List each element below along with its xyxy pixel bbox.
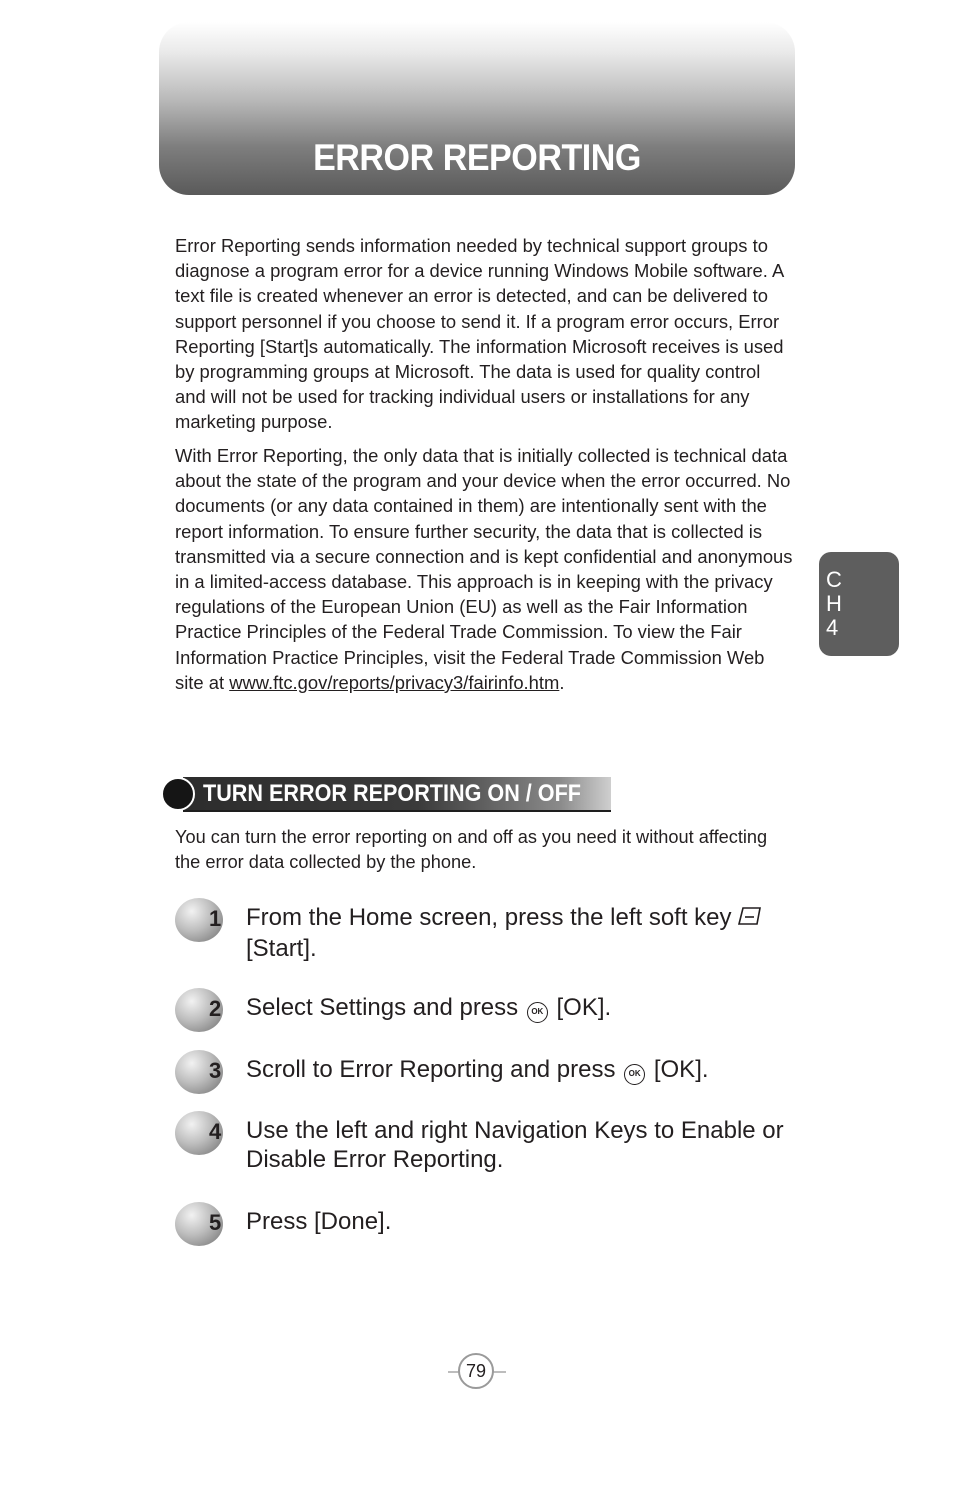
chapter-letter: C: [826, 567, 842, 592]
step-number: 3: [209, 1058, 222, 1083]
section-title: TURN ERROR REPORTING ON / OFF: [203, 780, 581, 807]
intro-paragraph-1: Error Reporting sends information needed by technical support groups to diagnose a program error for a device running Windows Mobile software. A text file is created whenever an error is detected, and can be delivered to support personnel if you choose to send it. If a program error occurs, Error Reporting [Start]s automatically. The information Microsoft receives is used by programming groups at Microsoft. The data is used for quality control and will not be used for tracking individual users or installations for any marketing purpose.: [175, 235, 784, 433]
chapter-tab-label: [826, 568, 846, 640]
step-text-b: [OK].: [556, 994, 612, 1021]
step-badge: [175, 988, 231, 1036]
step-number: 4: [209, 1119, 222, 1144]
link-suffix: .: [559, 671, 565, 693]
page-title: ERROR REPORTING: [313, 137, 641, 178]
chapter-letter: 4: [826, 615, 839, 640]
page-number: 79: [465, 1361, 487, 1381]
step-badge: [175, 1050, 231, 1098]
step-badge: [175, 1202, 231, 1250]
step-badge: [175, 1111, 231, 1159]
step-text-b: [Start].: [246, 935, 317, 962]
step-badge: [175, 898, 231, 946]
ftc-link[interactable]: www.ftc.gov/reports/privacy3/fairinfo.htm: [229, 671, 560, 693]
ok-key-icon: OK: [527, 1002, 548, 1023]
step-text: [246, 1055, 806, 1085]
section-header: [161, 777, 611, 812]
step-text-a: From the Home screen, press the left soft key: [246, 904, 732, 931]
section-bullet-icon: [161, 777, 195, 811]
step-text-a: Select Settings and press: [246, 994, 519, 1021]
chapter-letter: H: [826, 591, 842, 616]
paragraph-2-text: With Error Reporting, the only data that is initially collected is technical data about the state of the program and your device when the error occurred. No documents (or any data contained in them) are intentionally sent with the report information. To ensure further security, the data that is collected is transmitted via a secure connection and is kept confidential and anonymous in a limited-access database. This approach is in keeping with the privacy regulations of the European Union (EU) as well as the Fair Information Practice Principles of the Federal Trade Commission. To view the Fair Information Practice Principles, visit the Federal Trade Commission Web site at: [175, 445, 793, 693]
step-number: 1: [209, 906, 222, 931]
step-text: [246, 903, 806, 963]
step-text-a: Scroll to Error Reporting and press: [246, 1056, 616, 1083]
ok-key-icon: OK: [624, 1064, 645, 1085]
step-number: 2: [209, 996, 222, 1021]
section-intro: You can turn the error reporting on and off as you need it without affecting the error data collected by the phone.: [175, 827, 768, 872]
step-text: Use the left and right Navigation Keys to Enable or Disable Error Reporting.: [246, 1117, 784, 1173]
intro-paragraph-2: [175, 443, 795, 695]
step-text: Press [Done].: [246, 1208, 392, 1235]
left-soft-key-icon: [736, 905, 762, 934]
step-text-b: [OK].: [653, 1056, 709, 1083]
step-text: [246, 993, 806, 1023]
step-number: 5: [209, 1210, 222, 1235]
page-number-badge: [447, 1352, 507, 1392]
